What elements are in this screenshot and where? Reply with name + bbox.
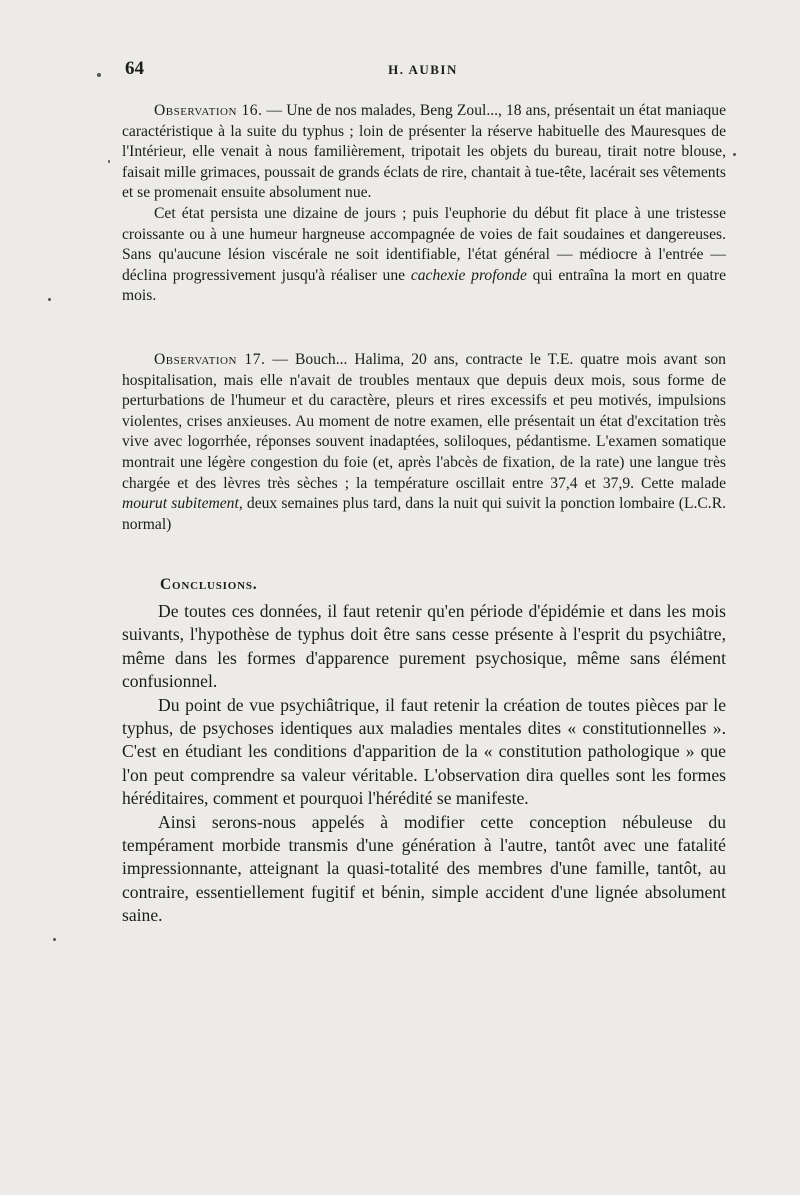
observation-16-paragraph-2 (122, 204, 726, 307)
observation-16-paragraph-1 (122, 101, 726, 204)
page-number: 64 (125, 58, 144, 79)
observation-16-text-2b: qui entraîna la mort en quatre mois. (122, 266, 726, 305)
conclusions-heading: Conclusions. (160, 576, 258, 593)
scan-speck (48, 298, 51, 301)
page-header (120, 58, 726, 82)
observation-17-text-a: — Bouch... Halima, 20 ans, contracte le T.E. quatre mois avant son hospitalisation, mais elle n'avait de troubles mentaux que depuis deux mois, sous forme de perturbations de l'humeur et du caractère, pleurs et rires excessifs et peu motivés, impulsions violentes, crises anxieuses. Au moment de notre examen, elle présentait un état d'excitation très vive avec logorrhée, réponses souvent inadaptées, soliloques, pédantisme. L'examen somatique montrait une légère congestion du foie (et, après l'abcès de fixation, de la rate) une langue très chargée et des lèvres très sèches ; la température oscillait entre 37,4 et 37,9. Cette malade (122, 351, 726, 492)
conclusions-body (122, 600, 726, 928)
scan-speck (108, 160, 110, 163)
observation-17-paragraph (122, 350, 726, 535)
conclusions-paragraph-2: Du point de vue psychiâtrique, il faut retenir la création de toutes pièces par le typhus, de psychoses identiques aux maladies mentales dites « constitutionnelles ». C'est en étudiant les conditions d'apparition de la « constitution pathologique » que l'on peut comprendre sa valeur véritable. L'observation dira quelles sont les formes héréditaires, comment et pourquoi l'hérédité se manifeste. (122, 694, 726, 809)
scan-speck (97, 73, 101, 77)
observation-17 (122, 350, 726, 535)
conclusions-paragraph-1: De toutes ces données, il faut retenir qu'en période d'épidémie et dans les mois suivants, l'hypothèse de typhus doit être sans cesse présente à l'esprit du psychiâtre, même dans les formes d'apparence purement psychosique, même sans élément confusionnel. (122, 601, 726, 692)
running-head: H. AUBIN (388, 62, 458, 77)
observation-17-emphasis: mourut subitement (122, 495, 239, 513)
observation-16-heading: Observation 16. (154, 102, 263, 119)
observation-16-emphasis: cachexie profonde (410, 266, 527, 284)
observation-17-heading: Observation 17. (154, 351, 266, 368)
observation-16-text-2a: Cet état persista une dizaine de jours ; puis l'euphorie du début fit place à une tristesse croissante ou à une humeur hargneuse accompagnée de voies de fait soudaines et dangereuses. Sans qu'aucune lésion viscérale ne soit identifiable, l'état général — médiocre à l'entrée — déclina progressivement jusqu'à réaliser une (122, 204, 726, 284)
observation-16 (122, 101, 726, 307)
conclusions-paragraph-3: Ainsi serons-nous appelés à modifier cette conception nébuleuse du tempérament morbide transmis d'une génération à l'autre, tantôt avec une fatalité impressionnante, atteignant la quasi-totalité des membres d'une famille, tantôt, au contraire, essentiellement fugitif et bénin, simple accident d'une lignée absolument saine. (122, 811, 726, 926)
observation-16-text-1: — Une de nos malades, Beng Zoul..., 18 ans, présentait un état maniaque caractéristique à la suite du typhus ; loin de présenter la réserve habituelle des Mauresques de l'Intérieur, elle venait à nous familièrement, tripotait les objets du bureau, tirait notre blouse, faisait mille grimaces, poussait de grands éclats de rire, chantait à tue-tête, lacérait ses vêtements et se promenait ensuite absolument nue. (122, 102, 726, 202)
scan-speck (733, 153, 736, 156)
scan-speck (53, 938, 56, 941)
observation-17-text-b: , deux semaines plus tard, dans la nuit qui suivit la ponction lombaire (L.C.R. normal) (122, 495, 726, 533)
